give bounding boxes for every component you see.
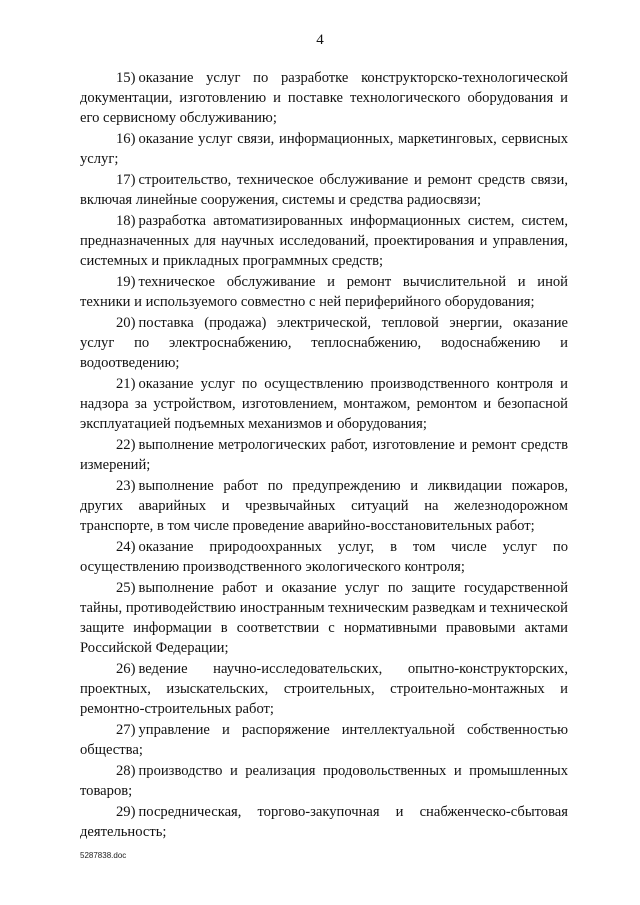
- list-item: [80, 578, 568, 659]
- item-number: 21): [116, 376, 136, 392]
- list-item: [80, 435, 568, 476]
- list-item: [80, 211, 568, 272]
- list-item: [80, 272, 568, 313]
- item-text: строительство, техническое обслуживание и ремонт средств связи, включая линейные сооружения, системы и средства радиосвязи;: [80, 172, 568, 208]
- item-text: посредническая, торгово-закупочная и снабженческо-сбытовая деятельность;: [80, 804, 568, 840]
- item-text: ведение научно-исследовательских, опытно-конструкторских, проектных, изыскательских, строительных, строительно-монтажных и ремонтно-строительных работ;: [80, 661, 568, 717]
- item-text: техническое обслуживание и ремонт вычислительной и иной техники и используемого совместно с ней периферийного оборудования;: [80, 274, 568, 310]
- list-item: [80, 761, 568, 802]
- item-number: 15): [116, 70, 136, 86]
- item-text: оказание природоохранных услуг, в том числе услуг по осуществлению производственного экологического контроля;: [80, 539, 568, 575]
- item-text: разработка автоматизированных информационных систем, систем, предназначенных для научных исследований, проектирования и управления, системных и прикладных программных средств;: [80, 213, 568, 269]
- list-item: [80, 170, 568, 211]
- item-number: 25): [116, 580, 136, 596]
- item-number: 22): [116, 437, 136, 453]
- page-number: 4: [316, 32, 324, 48]
- item-text: производство и реализация продовольственных и промышленных товаров;: [80, 763, 568, 799]
- item-text: выполнение работ и оказание услуг по защите государственной тайны, противодействию иностранным техническим разведкам и технической защите информации в соответствии с нормативными правовыми актами Российской Федерации;: [80, 580, 568, 656]
- list-item: [80, 659, 568, 720]
- document-filename-footer: 5287838.doc: [80, 851, 127, 860]
- item-number: 24): [116, 539, 136, 555]
- item-text: поставка (продажа) электрической, тепловой энергии, оказание услуг по электроснабжению, теплоснабжению, водоснабжению и водоотведению;: [80, 315, 568, 371]
- item-text: выполнение работ по предупреждению и ликвидации пожаров, других аварийных и чрезвычайных ситуаций на железнодорожном транспорте, в том числе проведение аварийно-восстановительных работ;: [80, 478, 568, 534]
- item-text: управление и распоряжение интеллектуальной собственностью общества;: [80, 722, 568, 758]
- item-number: 18): [116, 213, 136, 229]
- item-number: 17): [116, 172, 136, 188]
- document-body: [80, 68, 568, 843]
- list-item: [80, 802, 568, 843]
- list-item: [80, 68, 568, 129]
- item-number: 29): [116, 804, 136, 820]
- list-item: [80, 537, 568, 578]
- item-number: 28): [116, 763, 136, 779]
- item-text: оказание услуг связи, информационных, маркетинговых, сервисных услуг;: [80, 131, 568, 167]
- item-number: 23): [116, 478, 136, 494]
- item-number: 26): [116, 661, 136, 677]
- item-number: 27): [116, 722, 136, 738]
- list-item: [80, 313, 568, 374]
- list-item: [80, 374, 568, 435]
- item-text: оказание услуг по разработке конструкторско-технологической документации, изготовлению и поставке технологического оборудования и его сервисному обслуживанию;: [80, 70, 568, 126]
- item-number: 20): [116, 315, 136, 331]
- item-text: выполнение метрологических работ, изготовление и ремонт средств измерений;: [80, 437, 568, 473]
- list-item: [80, 720, 568, 761]
- item-number: 16): [116, 131, 136, 147]
- list-item: [80, 129, 568, 170]
- item-number: 19): [116, 274, 136, 290]
- item-text: оказание услуг по осуществлению производственного контроля и надзора за устройством, изготовлением, монтажом, ремонтом и безопасной эксплуатацией подъемных механизмов и оборудования;: [80, 376, 568, 432]
- list-item: [80, 476, 568, 537]
